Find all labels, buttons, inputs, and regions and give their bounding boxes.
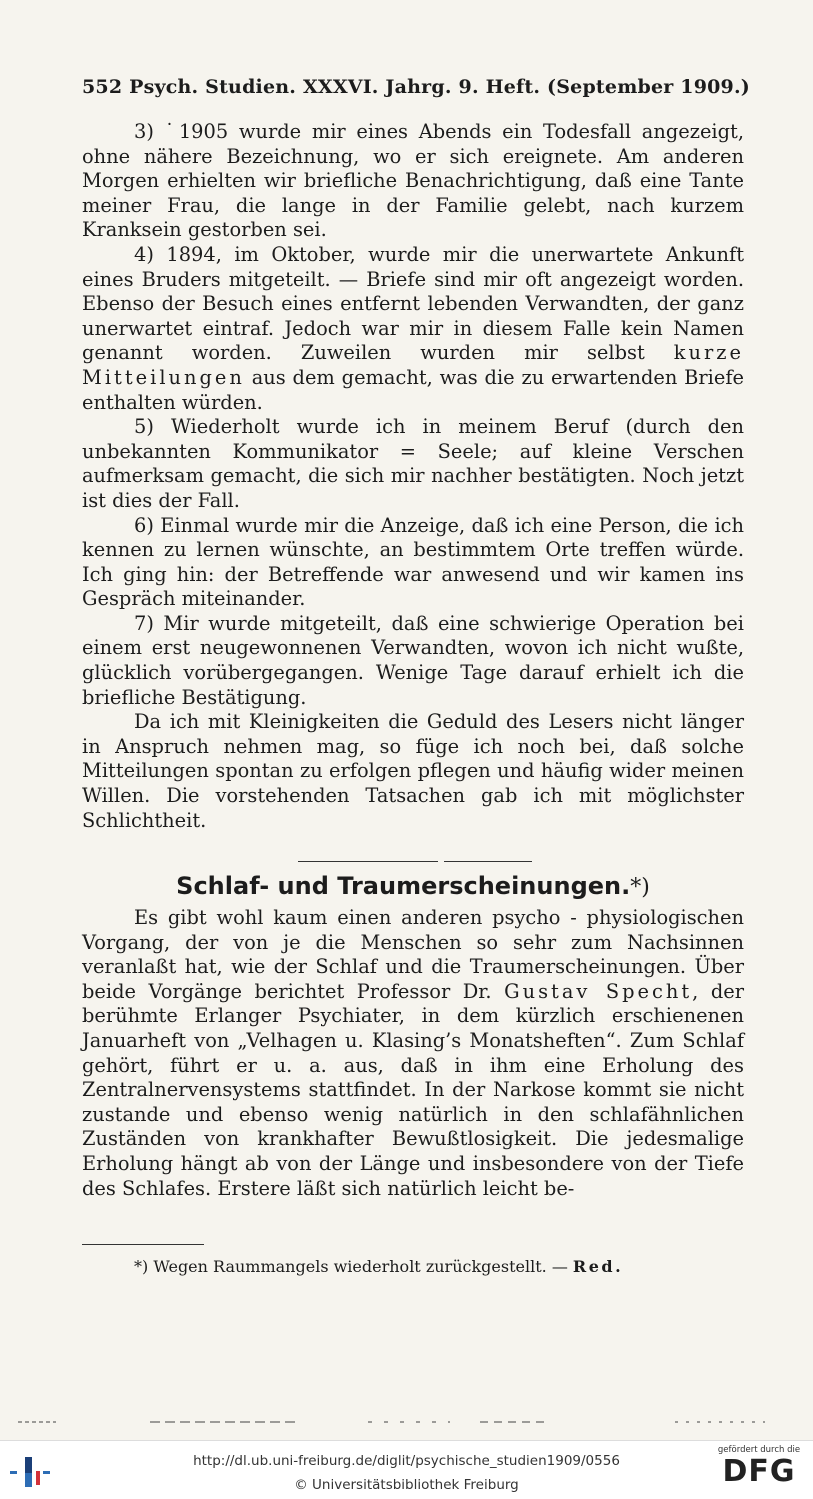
heading-title: Schlaf- und Traumerscheinungen. (176, 872, 631, 900)
paragraph-7: 7) Mir wurde mitgeteilt, daß eine schwierige Operation bei einem erst neugewonnenen Verwandten, wovon ich nicht wußte, glücklich vorübergegangen. Wenige Tage darauf erhielt ich die briefliche Bestätigung. (82, 611, 744, 709)
dfg-logo (713, 1445, 805, 1497)
paragraph-sleep (82, 906, 744, 1201)
paragraph-4-emphasis: kurze Mitteilungen (82, 341, 744, 389)
section-separator-left (298, 861, 438, 862)
heading-footnote-mark: *) (630, 875, 650, 900)
issue-date: (September 1909.) (547, 76, 750, 98)
section-heading (82, 872, 744, 900)
paragraph-4-part-a: 4) 1894, im Oktober, wurde mir die unerwartete Ankunft eines Bruders mitgeteilt. — Briefe sind mir oft angezeigt worden. Ebenso der Besuch eines entfernt lebenden Verwandten, der ganz unerwartet eintraf. Jedoch war mir in diesem Falle kein Namen genannt worden. Zuweilen wurden mir selbst (82, 242, 744, 365)
journal-title: Psych. Studien. (129, 76, 297, 98)
section-separator-right (444, 861, 532, 862)
paragraph-5: 5) Wiederholt wurde ich in meinem Beruf (durch den unbekannten Kommunikator = Seele; auf kleine Verschen aufmerksam gemacht, die sich mir nachher bestätigten. Noch jetzt ist dies der Fall. (82, 415, 744, 512)
copyright-notice: © Universitätsbibliothek Freiburg (294, 1477, 519, 1493)
paragraph-6: 6) Einmal wurde mir die Anzeige, daß ich eine Person, die ich kennen zu lernen wünschte, an bestimmtem Orte treffen würde. Ich ging hin: der Betreffende war anwesend und wir kamen ins Gespräch miteinander. (82, 513, 744, 611)
footnote-signature: Red. (572, 1257, 624, 1276)
issue: 9. Heft. (458, 76, 541, 98)
body-text-section1 (82, 120, 744, 833)
footnote (134, 1257, 623, 1276)
paragraph-closing: Da ich mit Kleinigkeiten die Geduld des Lesers nicht länger in Anspruch nehmen mag, so füge ich noch bei, daß solche Mitteilungen spontan zu erfolgen pflegen und häufig wider meinen Willen. Die vorstehenden Tatsachen gab ich mit möglichster Schlichtheit. (82, 710, 744, 832)
viewer-footer (0, 1440, 813, 1499)
author-name: Gustav Specht (504, 979, 693, 1003)
page-number: 552 (82, 76, 123, 98)
dfg-caption: gefördert durch die (717, 1445, 801, 1455)
paragraph-4 (82, 243, 744, 415)
running-header (82, 76, 750, 98)
footnote-rule (82, 1244, 204, 1245)
paragraph-sleep-part-b: , der berühmte Erlanger Psychiater, in dem kürzlich erschienenen Januarheft von „Velhagen u. Klasing’s Monatsheften“. Zum Schlaf gehört, führt er u. a. aus, daß in ihm eine Erholung des Zentralnervensystems stattfindet. In der Narkose kommt sie nicht zustande und ebenso wenig natürlich in den schlafähnlichen Zuständen von krankhafter Bewußtlosigkeit. Die jedesmalige Erholung hängt ab von der Länge und insbesondere von der Tiefe des Schlafes. Erstere läßt sich natürlich leicht be- (82, 979, 744, 1200)
volume: XXXVI. Jahrg. (302, 76, 452, 98)
page-url[interactable]: http://dl.ub.uni-freiburg.de/diglit/psychische_studien1909/0556 (193, 1453, 620, 1469)
body-text-section2 (82, 906, 744, 1201)
paragraph-sleep-part-a: Es gibt wohl kaum einen anderen psycho - physiologischen Vorgang, der von je die Menschen so sehr zum Nachsinnen veranlaßt hat, wie der Schlaf und die Traumerscheinungen. Über beide Vorgänge berichtet Professor Dr. (82, 906, 744, 1003)
paragraph-4-part-b: aus dem gemacht, was die zu erwartenden Briefe enthalten würden. (82, 365, 744, 414)
footnote-text: *) Wegen Raummangels wiederholt zurückgestellt. — (134, 1257, 568, 1276)
dfg-letters: DFG (722, 1454, 796, 1489)
scan-specks (0, 1418, 813, 1426)
paragraph-3: 3) ˙1905 wurde mir eines Abends ein Todesfall angezeigt, ohne nähere Bezeichnung, wo er sich ereignete. Am anderen Morgen erhielten wir briefliche Benachrichtigung, daß eine Tante meiner Frau, die lange in der Familie gelebt, nach kurzem Kranksein gestorben sei. (82, 120, 744, 242)
